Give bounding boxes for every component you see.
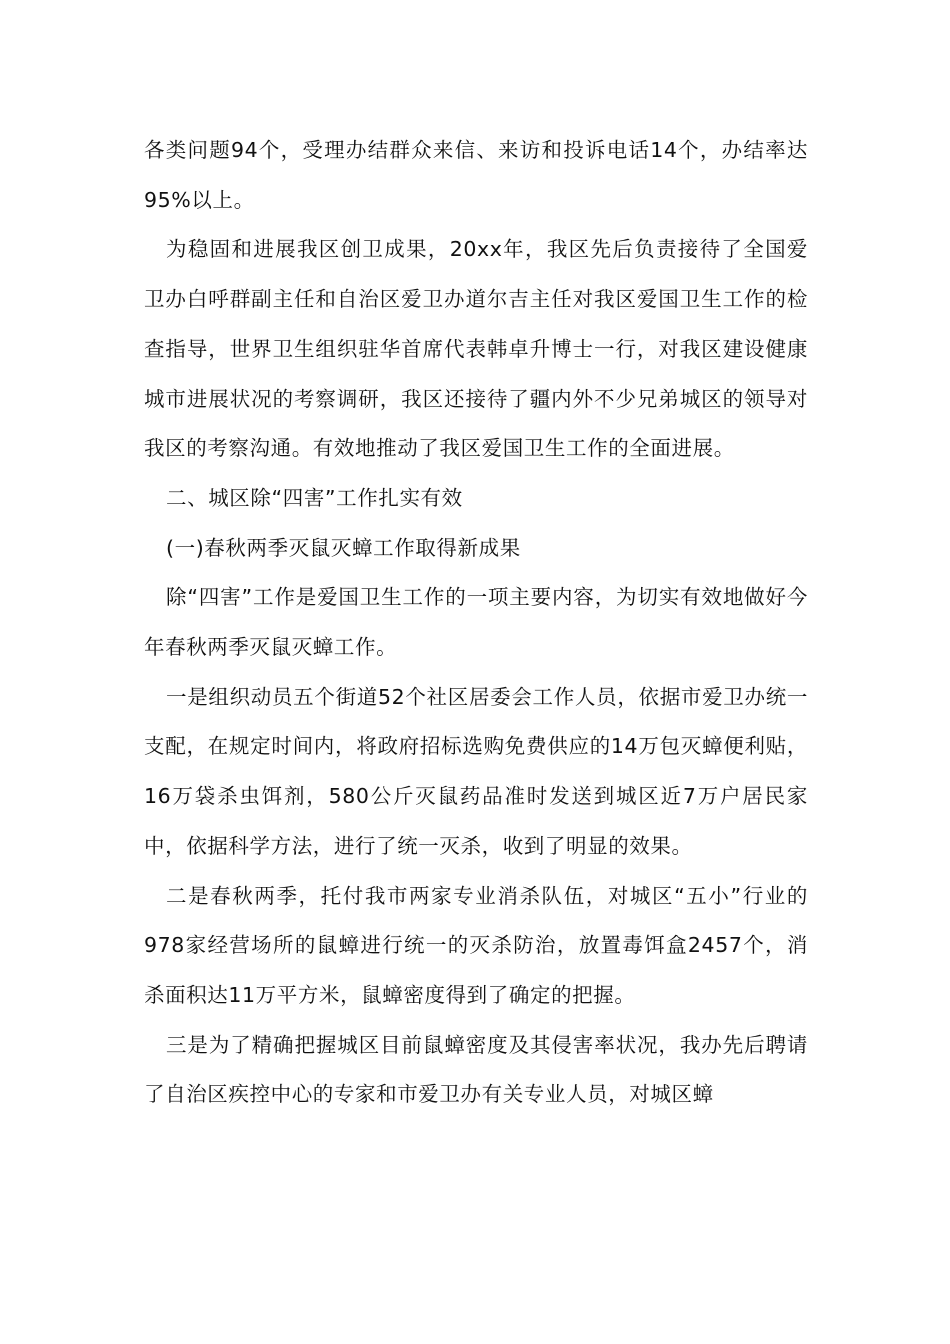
paragraph-2: 为稳固和进展我区创卫成果，20xx年，我区先后负责接待了全国爱卫办白呼群副主任和自治区爱卫办道尔吉主任对我区爱国卫生工作的检查指导，世界卫生组织驻华首席代表韩卓升博士一行，对我区建设健康城市进展状况的考察调研，我区还接待了疆内外不少兄弟城区的领导对我区的考察沟通。有效地推动了我区爱国卫生工作的全面进展。 bbox=[144, 237, 808, 461]
document-body bbox=[144, 126, 808, 1120]
paragraph-6: 三是为了精确把握城区目前鼠蟑密度及其侵害率状况，我办先后聘请了自治区疾控中心的专家和市爱卫办有关专业人员，对城区蟑 bbox=[144, 1032, 808, 1107]
paragraph-3: 除“四害”工作是爱国卫生工作的一项主要内容，为切实有效地做好今年春秋两季灭鼠灭蟑工作。 bbox=[144, 585, 808, 660]
paragraph-4: 一是组织动员五个街道52个社区居委会工作人员，依据市爱卫办统一支配，在规定时间内，将政府招标选购免费供应的14万包灭蟑便利贴，16万袋杀虫饵剂，580公斤灭鼠药品准时发送到城区近7万户居民家中，依据科学方法，进行了统一灭杀，收到了明显的效果。 bbox=[144, 684, 808, 858]
section-heading-2: 二、城区除“四害”工作扎实有效 bbox=[166, 485, 463, 510]
paragraph-1: 各类问题94个，受理办结群众来信、来访和投诉电话14个，办结率达95%以上。 bbox=[144, 138, 808, 212]
paragraph-5: 二是春秋两季，托付我市两家专业消杀队伍，对城区“五小”行业的978家经营场所的鼠蟑进行统一的灭杀防治，放置毒饵盒2457个，消杀面积达11万平方米，鼠蟑密度得到了确定的把握。 bbox=[144, 883, 808, 1007]
subsection-heading-1: (一)春秋两季灭鼠灭蟑工作取得新成果 bbox=[166, 535, 521, 560]
